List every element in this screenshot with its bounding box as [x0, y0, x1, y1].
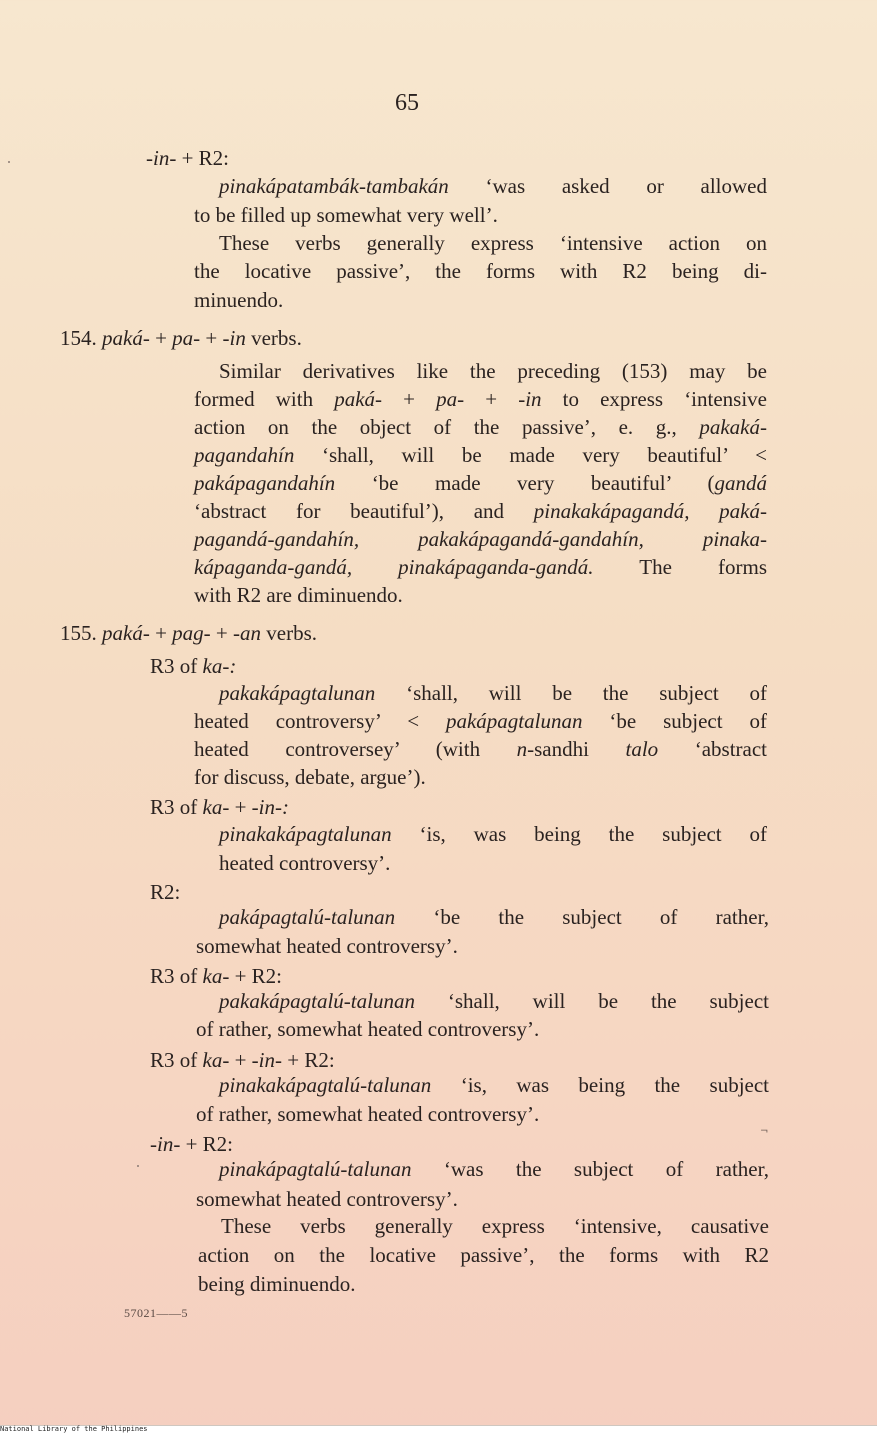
text-line: pakakápagtalú-talunan ‘shall, will be the subject: [219, 989, 769, 1013]
text-line: 154. paká- + pa- + -in verbs.: [60, 326, 302, 350]
text-line: to be filled up somewhat very well’.: [194, 203, 498, 227]
text-line: action on the locative passive’, the forms with R2: [198, 1243, 769, 1267]
page-number: 65: [395, 90, 419, 116]
text-line: pinakápatambák-tambakán ‘was asked or allowed: [219, 174, 767, 198]
text-line: heated controversy’ < pakápagtalunan ‘be subject of: [194, 709, 767, 733]
text-line: for discuss, debate, argue’).: [194, 765, 426, 789]
text-line: pakakápagtalunan ‘shall, will be the subject of: [219, 681, 767, 705]
library-credit: National Library of the Philippines: [0, 1425, 148, 1433]
text-line: pagandá-gandahín, pakakápagandá-gandahín, pinaka-: [194, 527, 767, 551]
text-line: These verbs generally express ‘intensive action on: [219, 231, 767, 255]
speck: [8, 161, 10, 163]
text-line: These verbs generally express ‘intensive, causative: [221, 1214, 769, 1238]
text-line: kápaganda-gandá, pinakápaganda-gandá. The forms: [194, 555, 768, 579]
text-line: minuendo.: [194, 288, 284, 312]
text-line: somewhat heated controversy’.: [196, 934, 458, 958]
corner-mark: ¬: [760, 1126, 769, 1137]
text-line: being diminuendo.: [198, 1272, 356, 1296]
text-line: pagandahín ‘shall, will be made very beautiful’ <: [194, 443, 767, 467]
text-line: ‘abstract for beautiful’), and pinakakápagandá, paká-: [194, 499, 767, 523]
text-line: -in- + R2:: [146, 146, 230, 170]
speck: [137, 1165, 139, 1167]
text-line: -in- + R2:: [150, 1132, 234, 1156]
printer-signature: 57021——5: [124, 1306, 188, 1320]
text-line: pakápagtalú-talunan ‘be the subject of rather,: [219, 905, 769, 929]
text-line: pakápagandahín ‘be made very beautiful’ (gandá: [194, 471, 767, 495]
text-line: action on the object of the passive’, e. g., pakaká-: [194, 415, 767, 439]
text-line: of rather, somewhat heated controversy’.: [196, 1017, 540, 1041]
text-line: pinakakápagtalú-talunan ‘is, was being the subject: [219, 1073, 769, 1097]
text-line: of rather, somewhat heated controversy’.: [196, 1102, 540, 1126]
text-line: somewhat heated controversy’.: [196, 1187, 458, 1211]
text-line: Similar derivatives like the preceding (153) may be: [219, 359, 767, 383]
text-line: R2:: [150, 880, 181, 904]
text-line: pinakápagtalú-talunan ‘was the subject of rather,: [219, 1157, 769, 1181]
text-line: R3 of ka-:: [150, 654, 237, 678]
text-line: the locative passive’, the forms with R2 being di-: [194, 259, 767, 283]
text-line: with R2 are diminuendo.: [194, 583, 403, 607]
text-line: heated controversey’ (with n-sandhi talo ‘abstract: [194, 737, 767, 761]
text-line: formed with paká- + pa- + -in to express ‘intensive: [194, 387, 768, 411]
text-line: R3 of ka- + R2:: [150, 964, 283, 988]
text-line: pinakakápagtalunan ‘is, was being the subject of: [219, 822, 767, 846]
text-line: R3 of ka- + -in- + R2:: [150, 1048, 335, 1072]
text-line: R3 of ka- + -in-:: [150, 795, 289, 819]
text-line: heated controversy’.: [219, 851, 391, 875]
text-line: 155. paká- + pag- + -an verbs.: [60, 621, 318, 645]
